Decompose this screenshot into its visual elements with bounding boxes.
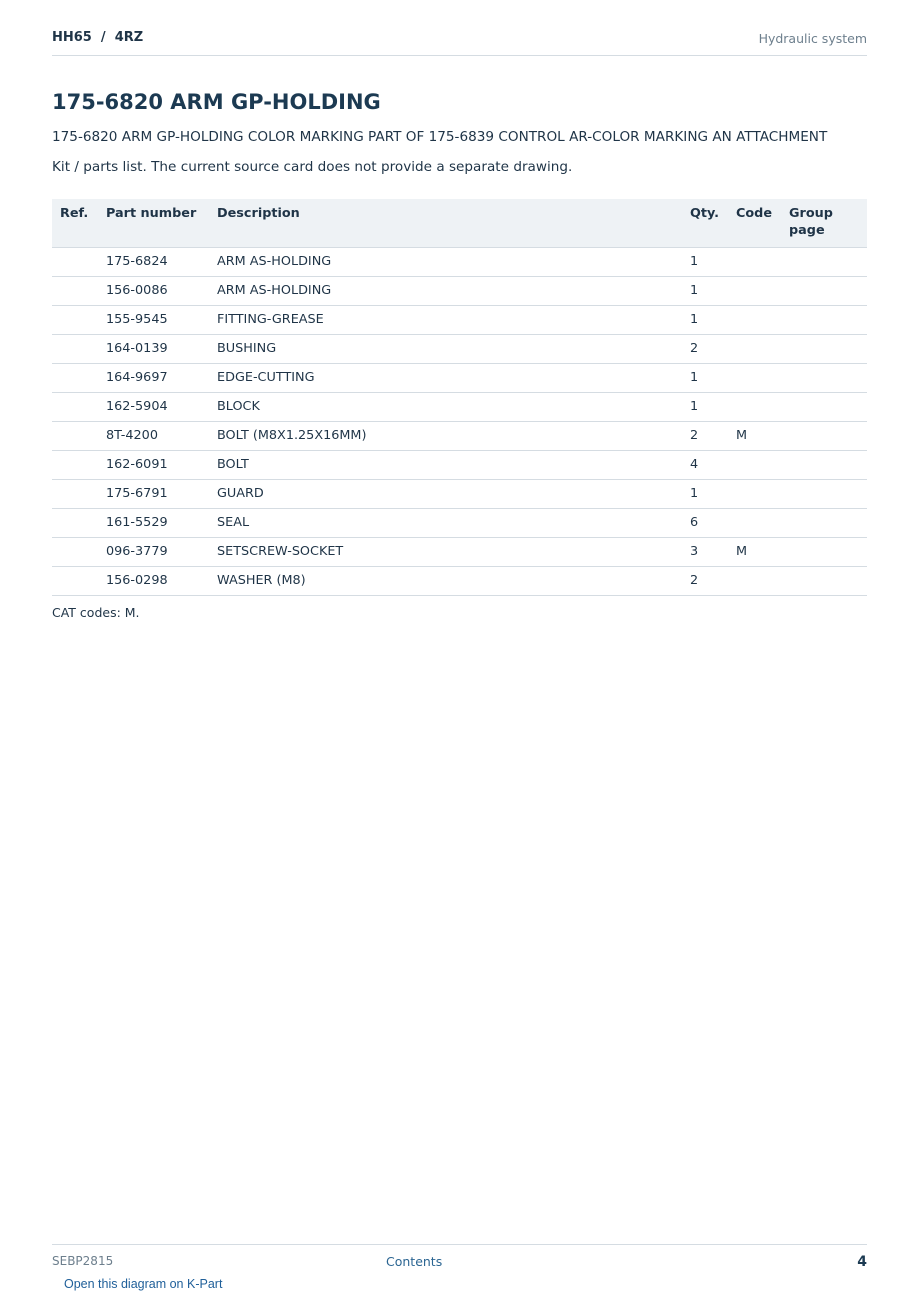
- cell-qty: 3: [682, 538, 728, 567]
- table-row: [52, 451, 867, 480]
- cell-ref: [52, 364, 98, 393]
- cell-part-number: 096-3779: [98, 538, 209, 567]
- cell-part-number: 161-5529: [98, 509, 209, 538]
- column-header-code: Code: [728, 199, 781, 248]
- column-header-ref: Ref.: [52, 199, 98, 248]
- cell-description: FITTING-GREASE: [209, 306, 682, 335]
- cell-group-page: [781, 480, 867, 509]
- cell-code: [728, 393, 781, 422]
- cell-ref: [52, 538, 98, 567]
- table-row: [52, 480, 867, 509]
- table-row: [52, 422, 867, 451]
- cell-code: [728, 567, 781, 596]
- cell-description: ARM AS-HOLDING: [209, 248, 682, 277]
- cell-ref: [52, 335, 98, 364]
- cell-qty: 6: [682, 509, 728, 538]
- cell-group-page: [781, 393, 867, 422]
- cell-code: [728, 509, 781, 538]
- cell-qty: 1: [682, 364, 728, 393]
- cell-code: M: [728, 422, 781, 451]
- cell-ref: [52, 393, 98, 422]
- page-header: [52, 28, 867, 56]
- cell-qty: 1: [682, 393, 728, 422]
- table-row: [52, 306, 867, 335]
- cell-description: BLOCK: [209, 393, 682, 422]
- group-description: 175-6820 ARM GP-HOLDING COLOR MARKING PART OF 175-6839 CONTROL AR-COLOR MARKING AN ATTACHMENT: [52, 129, 828, 145]
- cell-part-number: 164-9697: [98, 364, 209, 393]
- cell-group-page: [781, 364, 867, 393]
- cell-description: ARM AS-HOLDING: [209, 277, 682, 306]
- cell-qty: 4: [682, 451, 728, 480]
- cell-part-number: 156-0086: [98, 277, 209, 306]
- cell-ref: [52, 509, 98, 538]
- cell-ref: [52, 422, 98, 451]
- document-number: SEBP2815: [52, 1254, 114, 1268]
- column-header-part-number: Part number: [98, 199, 209, 248]
- parts-table: [52, 199, 867, 596]
- cell-ref: [52, 567, 98, 596]
- table-header-row: [52, 199, 867, 248]
- cell-part-number: 164-0139: [98, 335, 209, 364]
- cell-qty: 2: [682, 335, 728, 364]
- cell-group-page: [781, 451, 867, 480]
- cell-part-number: 162-6091: [98, 451, 209, 480]
- cell-code: [728, 480, 781, 509]
- page-number: 4: [857, 1254, 867, 1270]
- cell-code: [728, 277, 781, 306]
- cell-part-number: 156-0298: [98, 567, 209, 596]
- table-row: [52, 364, 867, 393]
- cell-group-page: [781, 538, 867, 567]
- cell-ref: [52, 451, 98, 480]
- cell-description: WASHER (M8): [209, 567, 682, 596]
- cell-description: BUSHING: [209, 335, 682, 364]
- parts-table-body: [52, 248, 867, 596]
- cell-part-number: 8T-4200: [98, 422, 209, 451]
- cell-description: BOLT (M8X1.25X16MM): [209, 422, 682, 451]
- table-row: [52, 538, 867, 567]
- cell-description: GUARD: [209, 480, 682, 509]
- source-note: Kit / parts list. The current source card does not provide a separate drawing.: [52, 159, 573, 175]
- cat-codes-note: CAT codes: M.: [52, 605, 140, 620]
- table-row: [52, 335, 867, 364]
- cell-ref: [52, 248, 98, 277]
- cell-code: M: [728, 538, 781, 567]
- section-label: Hydraulic system: [758, 31, 867, 46]
- cell-qty: 1: [682, 306, 728, 335]
- cell-group-page: [781, 306, 867, 335]
- cell-qty: 2: [682, 422, 728, 451]
- cell-code: [728, 364, 781, 393]
- cell-part-number: 175-6791: [98, 480, 209, 509]
- cell-group-page: [781, 248, 867, 277]
- contents-link[interactable]: Contents: [386, 1254, 443, 1269]
- table-row: [52, 248, 867, 277]
- cell-description: SETSCREW-SOCKET: [209, 538, 682, 567]
- cell-group-page: [781, 509, 867, 538]
- cell-part-number: 155-9545: [98, 306, 209, 335]
- cell-group-page: [781, 422, 867, 451]
- cell-code: [728, 248, 781, 277]
- table-row: [52, 567, 867, 596]
- cell-code: [728, 306, 781, 335]
- cell-part-number: 175-6824: [98, 248, 209, 277]
- page-title: 175-6820 ARM GP-HOLDING: [52, 90, 381, 114]
- cell-description: EDGE-CUTTING: [209, 364, 682, 393]
- cell-qty: 1: [682, 480, 728, 509]
- cell-ref: [52, 480, 98, 509]
- cell-group-page: [781, 335, 867, 364]
- table-row: [52, 509, 867, 538]
- table-row: [52, 277, 867, 306]
- cell-qty: 1: [682, 248, 728, 277]
- cell-qty: 1: [682, 277, 728, 306]
- model-label: HH65 / 4RZ: [52, 30, 144, 45]
- open-kpart-link[interactable]: Open this diagram on K-Part: [64, 1277, 223, 1291]
- cell-code: [728, 335, 781, 364]
- cell-description: SEAL: [209, 509, 682, 538]
- cell-part-number: 162-5904: [98, 393, 209, 422]
- cell-qty: 2: [682, 567, 728, 596]
- column-header-description: Description: [209, 199, 682, 248]
- cell-group-page: [781, 277, 867, 306]
- table-row: [52, 393, 867, 422]
- cell-description: BOLT: [209, 451, 682, 480]
- cell-group-page: [781, 567, 867, 596]
- cell-ref: [52, 277, 98, 306]
- page-footer: [52, 1244, 867, 1275]
- column-header-qty: Qty.: [682, 199, 728, 248]
- cell-code: [728, 451, 781, 480]
- column-header-group-page: Group page: [781, 199, 867, 248]
- cell-ref: [52, 306, 98, 335]
